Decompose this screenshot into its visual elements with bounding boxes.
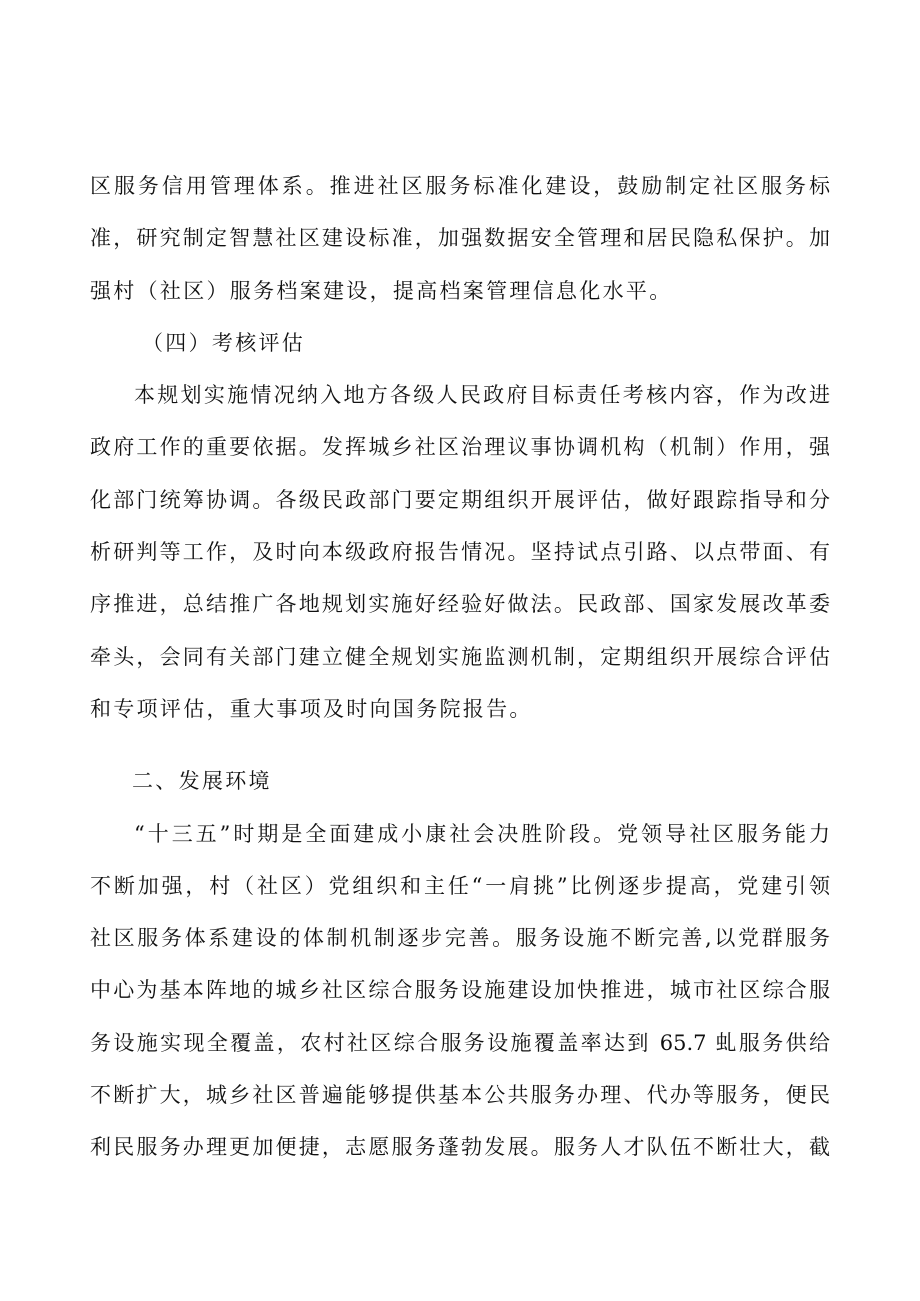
text-line: 序推进，总结推广各地规划实施好经验好做法。民政部、国家发展改革委 <box>90 592 830 617</box>
paragraph-assessment <box>90 369 830 735</box>
paragraph-environment <box>90 808 830 1174</box>
text-line: 准，研究制定智慧社区建设标准，加强数据安全管理和居民隐私保护。加 <box>90 226 830 251</box>
text-line: 析研判等工作，及时向本级政府报告情况。坚持试点引路、以点带面、有 <box>90 540 830 565</box>
text-line: 不断扩大，城乡社区普遍能够提供基本公共服务办理、代办等服务，便民 <box>90 1083 830 1108</box>
text-line: 务设施实现全覆盖，农村社区综合服务设施覆盖率达到 65.7 虬服务供给 <box>90 1030 830 1055</box>
text-line: 和专项评估，重大事项及时向国务院报告。 <box>90 696 533 721</box>
document-body <box>90 160 830 1174</box>
section-heading-assessment: （四）考核评估 <box>142 330 306 355</box>
paragraph-service-credit <box>90 160 830 317</box>
text-line: 不断加强，村（社区）党组织和主任“一肩挑”比例逐步提高，党建引领 <box>90 873 830 898</box>
section-heading-environment: 二、发展环境 <box>132 769 272 794</box>
text-line: 中心为基本阵地的城乡社区综合服务设施建设加快推进，城市社区综合服 <box>90 978 830 1003</box>
section-gap <box>90 735 830 755</box>
text-line: 牵头，会同有关部门建立健全规划实施监测机制，定期组织开展综合评估 <box>90 644 830 669</box>
text-line: 社区服务体系建设的体制机制逐步完善。服务设施不断完善,以党群服务 <box>90 926 830 951</box>
text-line: 强村（社区）服务档案建设，提高档案管理信息化水平。 <box>90 278 673 303</box>
text-line: 区服务信用管理体系。推进社区服务标准化建设，鼓励制定社区服务标 <box>90 174 830 198</box>
text-line: “十三五”时期是全面建成小康社会决胜阶段。党领导社区服务能力 <box>134 821 830 846</box>
text-line: 政府工作的重要依据。发挥城乡社区治理议事协调机构（机制）作用，强 <box>90 435 830 460</box>
text-line: 本规划实施情况纳入地方各级人民政府目标责任考核内容，作为改进 <box>134 383 830 408</box>
text-line: 化部门统筹协调。各级民政部门要定期组织开展评估，做好跟踪指导和分 <box>90 487 830 512</box>
text-line: 利民服务办理更加便捷，志愿服务蓬勃发展。服务人才队伍不断壮大，截 <box>90 1135 830 1160</box>
